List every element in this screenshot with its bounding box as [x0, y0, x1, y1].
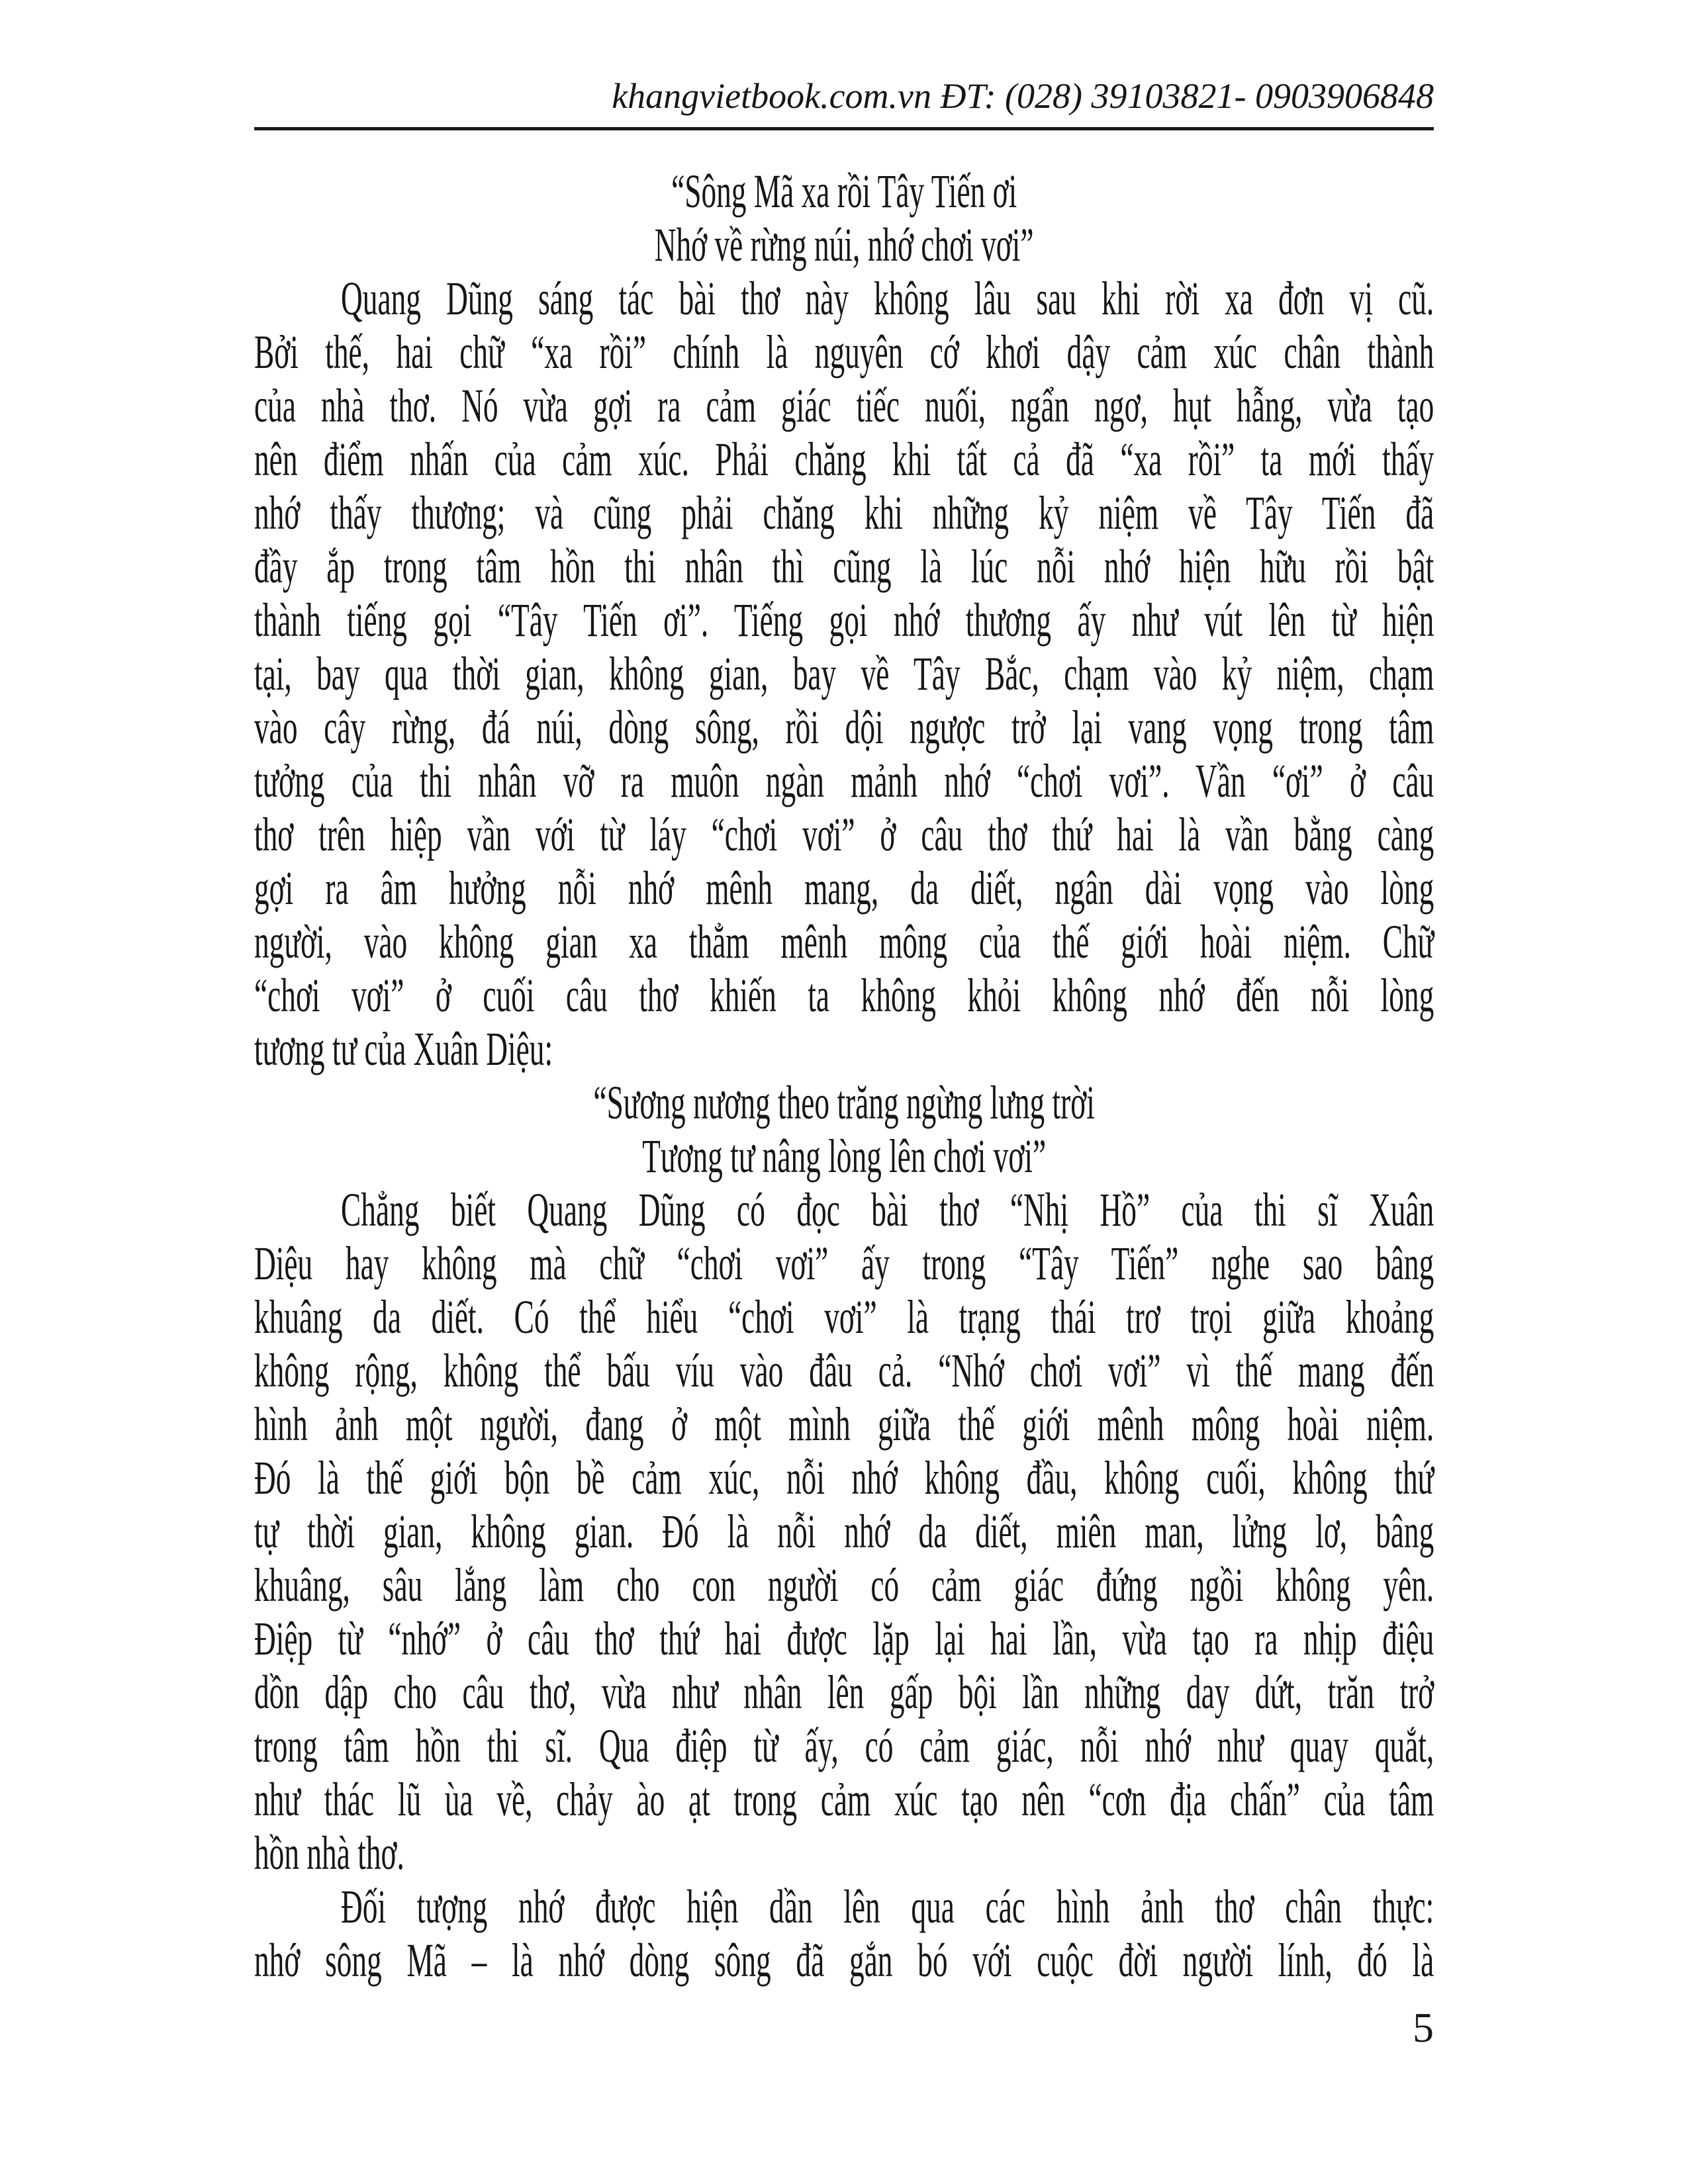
paragraph-line: Bởi thế, hai chữ “xa rồi” chính là nguyên cớ khơi dậy cảm xúc chân thành	[254, 326, 1434, 379]
paragraph-line: không rộng, không thể bấu víu vào đâu cả. “Nhớ chơi vơi” vì thế mang đến	[254, 1344, 1434, 1397]
paragraph-line: Điệp từ “nhớ” ở câu thơ thứ hai được lặp lại hai lần, vừa tạo ra nhịp điệu	[254, 1612, 1434, 1665]
paragraph-line: trong tâm hồn thi sĩ. Qua điệp từ ấy, có cảm giác, nỗi nhớ như quay quắt,	[254, 1719, 1434, 1772]
paragraph-line: tương tư của Xuân Diệu:	[254, 1023, 553, 1075]
poem-line: Tương tư nâng lòng lên chơi vơi”	[642, 1130, 1047, 1183]
paragraph-line: nhớ sông Mã – là nhớ dòng sông đã gắn bó với cuộc đời người lính, đó là	[254, 1934, 1434, 1987]
paragraph-line: gợi ra âm hưởng nỗi nhớ mênh mang, da diết, ngân dài vọng vào lòng	[254, 862, 1434, 915]
paragraph-line: tự thời gian, không gian. Đó là nỗi nhớ da diết, miên man, lửng lơ, bâng	[254, 1505, 1434, 1558]
header-website-phone: khangvietbook.com.vn ĐT: (028) 39103821- 0903906848	[612, 76, 1434, 116]
paragraph-line: Quang Dũng sáng tác bài thơ này không lâu sau khi rời xa đơn vị cũ.	[341, 272, 1434, 325]
paragraph-line: nên điểm nhấn của cảm xúc. Phải chăng khi tất cả đã “xa rồi” ta mới thấy	[254, 433, 1434, 486]
paragraph-line: tại, bay qua thời gian, không gian, bay về Tây Bắc, chạm vào kỷ niệm, chạm	[254, 647, 1434, 700]
paragraph-line: Đối tượng nhớ được hiện dần lên qua các hình ảnh thơ chân thực:	[341, 1880, 1434, 1933]
paragraph-line: Đó là thế giới bộn bề cảm xúc, nỗi nhớ không đầu, không cuối, không thứ	[254, 1451, 1434, 1504]
paragraph-line: người, vào không gian xa thẳm mênh mông của thế giới hoài niệm. Chữ	[254, 915, 1434, 968]
paragraph-line: hồn nhà thơ.	[254, 1827, 404, 1880]
paragraph-line: hình ảnh một người, đang ở một mình giữa thế giới mênh mông hoài niệm.	[254, 1398, 1434, 1451]
paragraph-line: như thác lũ ùa về, chảy ào ạt trong cảm xúc tạo nên “cơn địa chấn” của tâm	[254, 1773, 1434, 1826]
poem-line: “Sương nương theo trăng ngừng lưng trời	[593, 1076, 1095, 1129]
paragraph-line: nhớ thấy thương; và cũng phải chăng khi những kỷ niệm về Tây Tiến đã	[254, 486, 1434, 539]
paragraph-line: tưởng của thi nhân vỡ ra muôn ngàn mảnh nhớ “chơi vơi”. Vần “ơi” ở câu	[254, 754, 1434, 807]
paragraph-line: “chơi vơi” ở cuối câu thơ khiến ta không khỏi không nhớ đến nỗi lòng	[254, 969, 1434, 1022]
paragraph-line: của nhà thơ. Nó vừa gợi ra cảm giác tiếc nuối, ngẩn ngơ, hụt hẫng, vừa tạo	[254, 379, 1434, 432]
paragraph-line: khuâng da diết. Có thể hiểu “chơi vơi” là trạng thái trơ trọi giữa khoảng	[254, 1291, 1434, 1343]
paragraph-line: Diệu hay không mà chữ “chơi vơi” ấy trong “Tây Tiến” nghe sao bâng	[254, 1237, 1434, 1290]
paragraph-line: thành tiếng gọi “Tây Tiến ơi”. Tiếng gọi nhớ thương ấy như vút lên từ hiện	[254, 594, 1434, 647]
content-blocks	[254, 165, 1434, 1987]
paragraph-line: vào cây rừng, đá núi, dòng sông, rồi dội ngược trở lại vang vọng trong tâm	[254, 701, 1434, 754]
paragraph-line: thơ trên hiệp vần với từ láy “chơi vơi” ở câu thơ thứ hai là vần bằng càng	[254, 808, 1434, 861]
page-number: 5	[1413, 2004, 1434, 2051]
header-rule	[254, 127, 1434, 130]
paragraph-line: Chẳng biết Quang Dũng có đọc bài thơ “Nhị Hồ” của thi sĩ Xuân	[341, 1183, 1434, 1236]
poem-line: Nhớ về rừng núi, nhớ chơi vơi”	[654, 218, 1034, 271]
paragraph-line: đầy ắp trong tâm hồn thi nhân thì cũng là lúc nỗi nhớ hiện hữu rồi bật	[254, 540, 1434, 593]
paragraph-line: dồn dập cho câu thơ, vừa như nhân lên gấp bội lần những day dứt, trăn trở	[254, 1666, 1434, 1719]
poem-line: “Sông Mã xa rồi Tây Tiến ơi	[671, 165, 1017, 218]
paragraph-line: khuâng, sâu lắng làm cho con người có cảm giác đứng ngồi không yên.	[254, 1559, 1434, 1612]
